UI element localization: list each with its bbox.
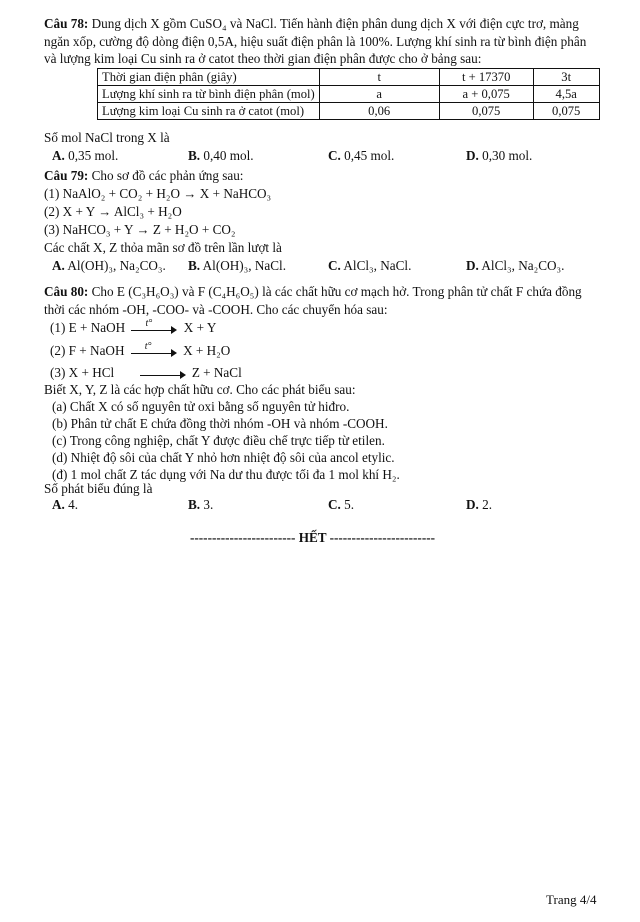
option-text: 0,35 mol. — [64, 148, 119, 163]
option-b[interactable] — [188, 497, 213, 513]
q78-options — [52, 148, 612, 164]
q80-eq2 — [50, 340, 231, 359]
option-letter: C. — [328, 148, 341, 163]
table-cell: t — [319, 69, 439, 86]
table-cell: 0,075 — [533, 103, 599, 120]
table-cell: a — [319, 86, 439, 103]
table-row — [98, 103, 600, 120]
arrow-icon — [131, 317, 177, 336]
option-letter: B. — [188, 148, 201, 163]
statement-a: (a) Chất X có số nguyên tử oxi bằng số nguyên tử hiđro. — [52, 399, 350, 414]
arrow-icon — [131, 340, 177, 359]
table-cell: t + 17370 — [439, 69, 533, 86]
table-cell: Lượng kim loại Cu sinh ra ở catot (mol) — [98, 103, 320, 120]
option-letter: D. — [466, 258, 479, 273]
option-letter: B. — [188, 258, 201, 273]
option-text: Al(OH)₃, Na₂CO₃. — [64, 258, 166, 273]
q80-options — [52, 497, 612, 513]
q78-line2: ngăn xốp, cường độ dòng điện 0,5A, hiệu suất điện phân là 100%. Lượng khí sinh ra từ bình điện phân — [44, 34, 587, 49]
table-cell: Thời gian điện phân (giây) — [98, 69, 320, 86]
q79-intro — [44, 168, 243, 184]
q78-line1 — [44, 16, 579, 32]
q79-label: Câu 79: — [44, 168, 89, 183]
option-d[interactable] — [466, 148, 532, 164]
option-letter: A. — [52, 497, 65, 512]
option-text: 0,45 mol. — [340, 148, 395, 163]
q79-options — [52, 258, 612, 274]
table-row — [98, 69, 600, 86]
q80-given: Biết X, Y, Z là các hợp chất hữu cơ. Cho các phát biểu sau: — [44, 382, 356, 397]
eq-right: X + Y — [183, 320, 217, 335]
q80-text-1: Cho E (C₃H₆O₃) và F (C₄H₆O₅) là các chất hữu cơ mạch hở. Trong phân tử chất F chứa đồng — [88, 284, 582, 299]
option-a[interactable] — [52, 148, 118, 164]
option-text: 3. — [200, 497, 214, 512]
table-cell: Lượng khí sinh ra từ bình điện phân (mol) — [98, 86, 320, 103]
q80-eq1 — [50, 317, 217, 336]
eq-left: (1) E + NaOH — [50, 320, 126, 335]
table-cell: 3t — [533, 69, 599, 86]
option-b[interactable] — [188, 148, 254, 164]
end-marker: ------------------------ HẾT ------------------------ — [190, 530, 435, 545]
option-text: 2. — [478, 497, 493, 512]
arrow-icon — [140, 367, 186, 381]
statement-d: (d) Nhiệt độ sôi của chất Y nhỏ hơn nhiệt độ sôi của ancol etylic. — [52, 450, 395, 465]
electrolysis-table — [97, 68, 600, 120]
option-text: AlCl₃, NaCl. — [340, 258, 412, 273]
q80-line1 — [44, 284, 582, 300]
option-text: AlCl₃, Na₂CO₃. — [478, 258, 565, 273]
eq-right: X + H₂O — [183, 343, 231, 358]
statement-e: (đ) 1 mol chất Z tác dụng với Na dư thu được tối đa 1 mol khí H₂. — [52, 467, 400, 482]
eq-left: (2) F + NaOH — [50, 343, 125, 358]
q80-line2: thời các nhóm -OH, -COO- và -COOH. Cho các chuyển hóa sau: — [44, 302, 388, 317]
option-text: 5. — [340, 497, 355, 512]
table-row — [98, 86, 600, 103]
option-letter: B. — [188, 497, 201, 512]
option-c[interactable] — [328, 258, 411, 274]
table-cell: 0,075 — [439, 103, 533, 120]
option-a[interactable] — [52, 497, 78, 513]
option-text: 0,40 mol. — [200, 148, 254, 163]
eq-right: Z + NaCl — [191, 365, 242, 380]
q79-question: Các chất X, Z thỏa mãn sơ đồ trên lần lượt là — [44, 240, 282, 255]
q78-question: Số mol NaCl trong X là — [44, 130, 170, 145]
option-letter: C. — [328, 258, 341, 273]
table-cell: 4,5a — [533, 86, 599, 103]
option-letter: C. — [328, 497, 341, 512]
option-d[interactable] — [466, 497, 492, 513]
q79-reaction-2: (2) X + Y → AlCl₃ + H₂O — [44, 204, 182, 219]
option-text: 0,30 mol. — [478, 148, 533, 163]
option-letter: D. — [466, 148, 479, 163]
table-cell: a + 0,075 — [439, 86, 533, 103]
option-letter: D. — [466, 497, 479, 512]
q78-label: Câu 78: — [44, 16, 89, 31]
option-text: Al(OH)₃, NaCl. — [200, 258, 287, 273]
q79-intro-text: Cho sơ đồ các phản ứng sau: — [88, 168, 244, 183]
arrow-label: t° — [145, 317, 153, 329]
option-letter: A. — [52, 148, 65, 163]
option-b[interactable] — [188, 258, 286, 274]
option-a[interactable] — [52, 258, 166, 274]
page-number: Trang 4/4 — [546, 892, 597, 907]
statement-c: (c) Trong công nghiệp, chất Y được điều chế trực tiếp từ etilen. — [52, 433, 385, 448]
statement-b: (b) Phân tử chất E chứa đồng thời nhóm -OH và nhóm -COOH. — [52, 416, 388, 431]
q78-line3: và lượng kim loại Cu sinh ra ở catot theo thời gian điện phân được cho ở bảng sau: — [44, 51, 482, 66]
option-d[interactable] — [466, 258, 564, 274]
q78-text-1: Dung dịch X gồm CuSO₄ và NaCl. Tiến hành điện phân dung dịch X với điện cực trơ, màng — [88, 16, 579, 31]
option-c[interactable] — [328, 148, 394, 164]
arrow-label: t° — [144, 340, 152, 352]
option-letter: A. — [52, 258, 65, 273]
option-c[interactable] — [328, 497, 354, 513]
table-cell: 0,06 — [319, 103, 439, 120]
q80-label: Câu 80: — [44, 284, 89, 299]
q80-question: Số phát biểu đúng là — [44, 481, 153, 496]
eq-left: (3) X + HCl — [50, 365, 115, 380]
q80-eq3 — [50, 365, 242, 381]
option-text: 4. — [64, 497, 79, 512]
q79-reaction-3: (3) NaHCO₃ + Y → Z + H₂O + CO₂ — [44, 222, 236, 237]
q79-reaction-1: (1) NaAlO₂ + CO₂ + H₂O → X + NaHCO₃ — [44, 186, 272, 201]
